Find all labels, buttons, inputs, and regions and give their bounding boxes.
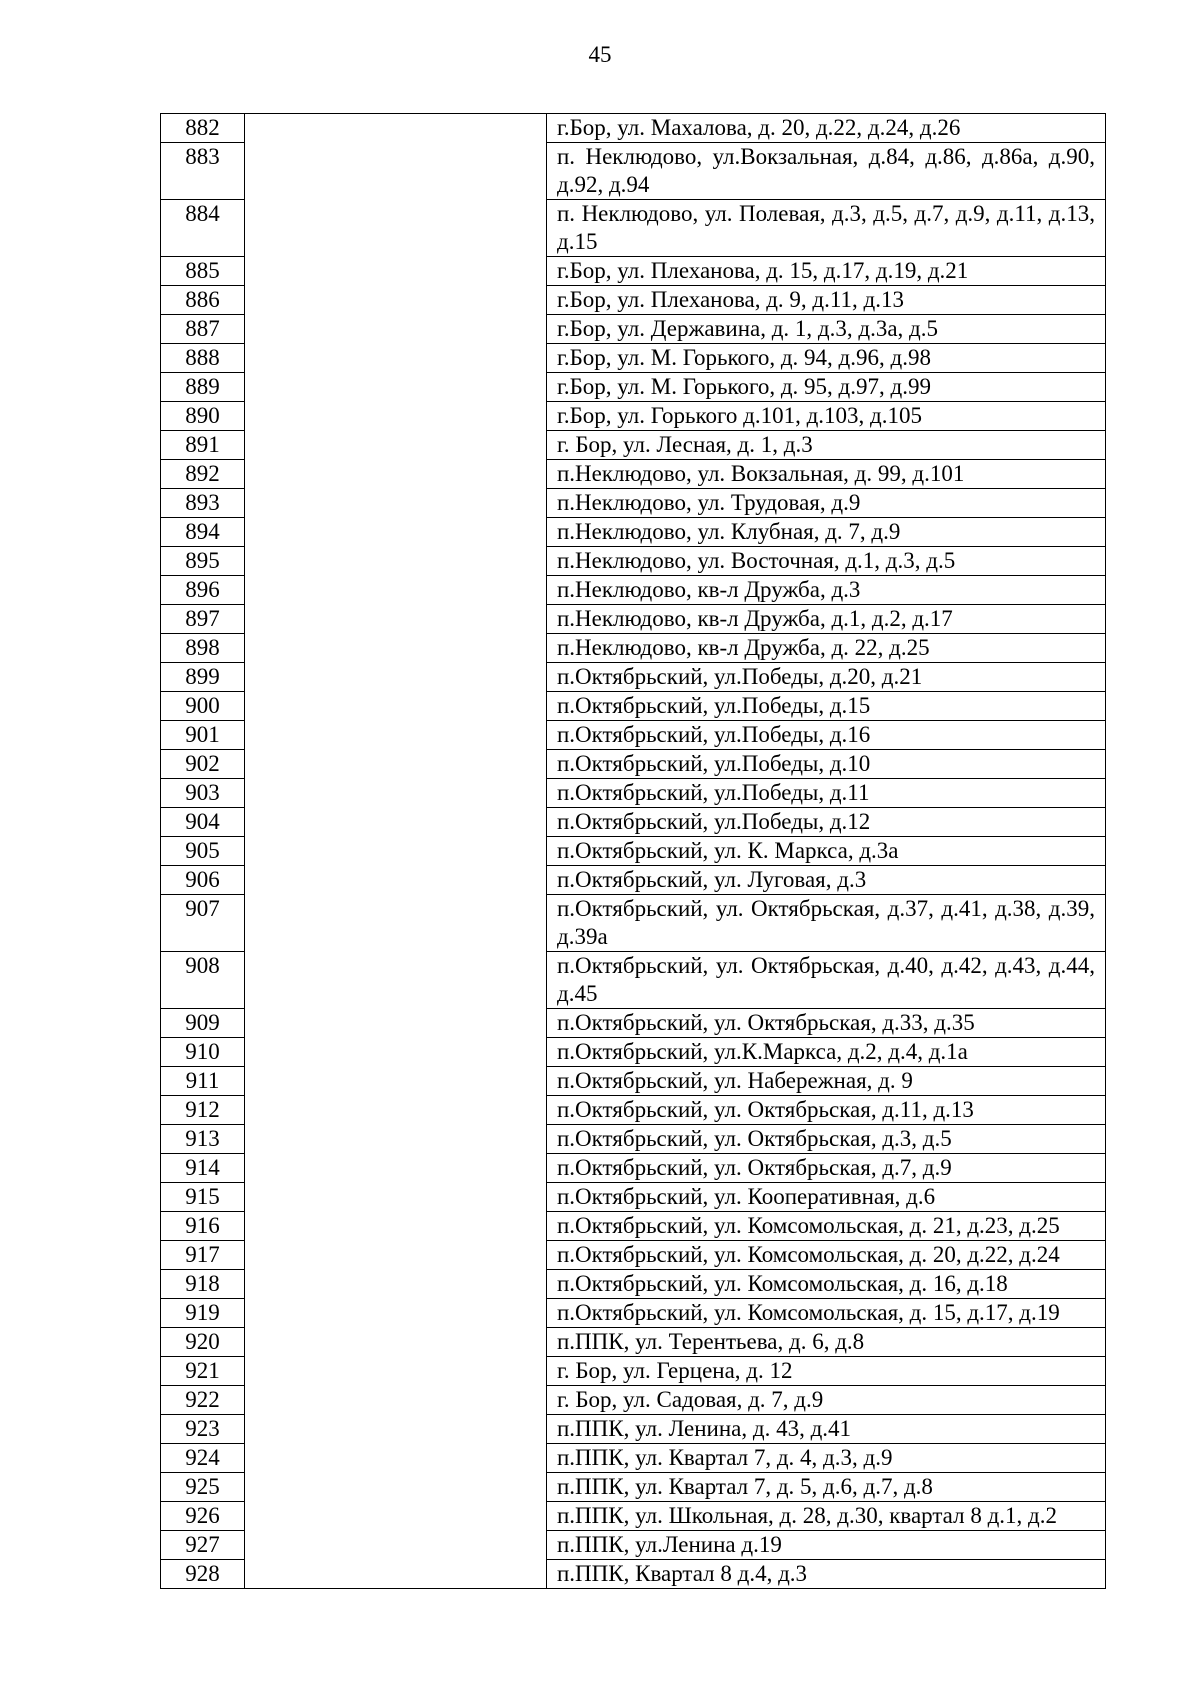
- address-cell: п.ППК, ул.Ленина д.19: [547, 1531, 1106, 1560]
- address-cell: г.Бор, ул. М. Горького, д. 94, д.96, д.98: [547, 344, 1106, 373]
- address-cell: г. Бор, ул. Герцена, д. 12: [547, 1357, 1106, 1386]
- row-number: 897: [161, 605, 245, 634]
- address-cell: г. Бор, ул. Садовая, д. 7, д.9: [547, 1386, 1106, 1415]
- page-number: 45: [588, 42, 612, 67]
- row-number: 912: [161, 1096, 245, 1125]
- address-cell: п.Неклюдово, ул. Трудовая, д.9: [547, 489, 1106, 518]
- row-number: 924: [161, 1444, 245, 1473]
- row-number: 907: [161, 895, 245, 952]
- address-cell: п.ППК, ул. Ленина, д. 43, д.41: [547, 1415, 1106, 1444]
- address-cell: п.ППК, ул. Квартал 7, д. 4, д.3, д.9: [547, 1444, 1106, 1473]
- row-number: 902: [161, 750, 245, 779]
- row-number: 913: [161, 1125, 245, 1154]
- address-cell: п.Неклюдово, кв-л Дружба, д.3: [547, 576, 1106, 605]
- address-cell: п.Октябрьский, ул. Октябрьская, д.7, д.9: [547, 1154, 1106, 1183]
- address-cell: п.Октябрьский, ул.Победы, д.12: [547, 808, 1106, 837]
- address-cell: п.Октябрьский, ул. Октябрьская, д.3, д.5: [547, 1125, 1106, 1154]
- address-cell: г.Бор, ул. М. Горького, д. 95, д.97, д.99: [547, 373, 1106, 402]
- row-number: 882: [161, 114, 245, 143]
- address-cell: п.Октябрьский, ул.Победы, д.15: [547, 692, 1106, 721]
- address-cell: п.Неклюдово, ул. Клубная, д. 7, д.9: [547, 518, 1106, 547]
- row-number: 915: [161, 1183, 245, 1212]
- row-number: 918: [161, 1270, 245, 1299]
- row-number: 901: [161, 721, 245, 750]
- row-number: 928: [161, 1560, 245, 1589]
- row-number: 917: [161, 1241, 245, 1270]
- address-cell: п.ППК, Квартал 8 д.4, д.3: [547, 1560, 1106, 1589]
- address-cell: п.Октябрьский, ул. Комсомольская, д. 15, д.17, д.19: [547, 1299, 1106, 1328]
- address-cell: п.Октябрьский, ул. Комсомольская, д. 20, д.22, д.24: [547, 1241, 1106, 1270]
- row-number: 904: [161, 808, 245, 837]
- row-number: 898: [161, 634, 245, 663]
- row-number: 908: [161, 952, 245, 1009]
- address-cell: г.Бор, ул. Махалова, д. 20, д.22, д.24, д.26: [547, 114, 1106, 143]
- row-number: 926: [161, 1502, 245, 1531]
- row-number: 903: [161, 779, 245, 808]
- address-cell: п.Неклюдово, ул. Восточная, д.1, д.3, д.5: [547, 547, 1106, 576]
- row-number: 883: [161, 143, 245, 200]
- row-number: 916: [161, 1212, 245, 1241]
- address-cell: п.Неклюдово, кв-л Дружба, д. 22, д.25: [547, 634, 1106, 663]
- row-number: 900: [161, 692, 245, 721]
- address-cell: п.Октябрьский, ул. Набережная, д. 9: [547, 1067, 1106, 1096]
- address-cell: п.Октябрьский, ул. Комсомольская, д. 16, д.18: [547, 1270, 1106, 1299]
- row-number: 894: [161, 518, 245, 547]
- address-cell: п.Неклюдово, ул. Вокзальная, д. 99, д.101: [547, 460, 1106, 489]
- address-cell: п.Неклюдово, кв-л Дружба, д.1, д.2, д.17: [547, 605, 1106, 634]
- address-cell: п.Октябрьский, ул.Победы, д.10: [547, 750, 1106, 779]
- row-number: 920: [161, 1328, 245, 1357]
- address-table-body: [161, 114, 1106, 1589]
- row-number: 887: [161, 315, 245, 344]
- row-number: 914: [161, 1154, 245, 1183]
- address-cell: п.Октябрьский, ул. Октябрьская, д.11, д.13: [547, 1096, 1106, 1125]
- address-cell: п.Октябрьский, ул. Октябрьская, д.33, д.35: [547, 1009, 1106, 1038]
- row-number: 899: [161, 663, 245, 692]
- address-cell: п.Октябрьский, ул. Октябрьская, д.37, д.41, д.38, д.39, д.39а: [547, 895, 1106, 952]
- address-cell: п. Неклюдово, ул.Вокзальная, д.84, д.86, д.86а, д.90, д.92, д.94: [547, 143, 1106, 200]
- address-cell: п.Октябрьский, ул.Победы, д.16: [547, 721, 1106, 750]
- address-cell: п.Октябрьский, ул. Луговая, д.3: [547, 866, 1106, 895]
- row-number: 910: [161, 1038, 245, 1067]
- row-number: 905: [161, 837, 245, 866]
- address-cell: п.Октябрьский, ул.К.Маркса, д.2, д.4, д.1а: [547, 1038, 1106, 1067]
- row-number: 925: [161, 1473, 245, 1502]
- address-cell: п.Октябрьский, ул. Комсомольская, д. 21, д.23, д.25: [547, 1212, 1106, 1241]
- row-number: 927: [161, 1531, 245, 1560]
- table-row: [161, 114, 1106, 143]
- row-number: 885: [161, 257, 245, 286]
- row-number: 892: [161, 460, 245, 489]
- row-number: 919: [161, 1299, 245, 1328]
- row-number: 889: [161, 373, 245, 402]
- row-number: 923: [161, 1415, 245, 1444]
- address-cell: п.ППК, ул. Школьная, д. 28, д.30, квартал 8 д.1, д.2: [547, 1502, 1106, 1531]
- address-cell: п.Октябрьский, ул. К. Маркса, д.3а: [547, 837, 1106, 866]
- address-cell: п.Октябрьский, ул. Кооперативная, д.6: [547, 1183, 1106, 1212]
- address-cell: п.Октябрьский, ул.Победы, д.20, д.21: [547, 663, 1106, 692]
- address-table: [160, 113, 1106, 1589]
- row-number: 891: [161, 431, 245, 460]
- row-number: 886: [161, 286, 245, 315]
- address-cell: п.Октябрьский, ул. Октябрьская, д.40, д.42, д.43, д.44, д.45: [547, 952, 1106, 1009]
- row-number: 909: [161, 1009, 245, 1038]
- row-number: 890: [161, 402, 245, 431]
- row-number: 906: [161, 866, 245, 895]
- address-cell: г.Бор, ул. Плеханова, д. 9, д.11, д.13: [547, 286, 1106, 315]
- row-number: 921: [161, 1357, 245, 1386]
- row-number: 922: [161, 1386, 245, 1415]
- empty-merged-cell: [245, 114, 547, 1589]
- row-number: 893: [161, 489, 245, 518]
- address-cell: п.ППК, ул. Терентьева, д. 6, д.8: [547, 1328, 1106, 1357]
- address-cell: г. Бор, ул. Лесная, д. 1, д.3: [547, 431, 1106, 460]
- address-cell: п.Октябрьский, ул.Победы, д.11: [547, 779, 1106, 808]
- row-number: 911: [161, 1067, 245, 1096]
- address-cell: п.ППК, ул. Квартал 7, д. 5, д.6, д.7, д.8: [547, 1473, 1106, 1502]
- row-number: 895: [161, 547, 245, 576]
- address-cell: г.Бор, ул. Плеханова, д. 15, д.17, д.19, д.21: [547, 257, 1106, 286]
- address-cell: п. Неклюдово, ул. Полевая, д.3, д.5, д.7, д.9, д.11, д.13, д.15: [547, 200, 1106, 257]
- address-cell: г.Бор, ул. Горького д.101, д.103, д.105: [547, 402, 1106, 431]
- row-number: 896: [161, 576, 245, 605]
- address-cell: г.Бор, ул. Державина, д. 1, д.3, д.3а, д.5: [547, 315, 1106, 344]
- row-number: 884: [161, 200, 245, 257]
- row-number: 888: [161, 344, 245, 373]
